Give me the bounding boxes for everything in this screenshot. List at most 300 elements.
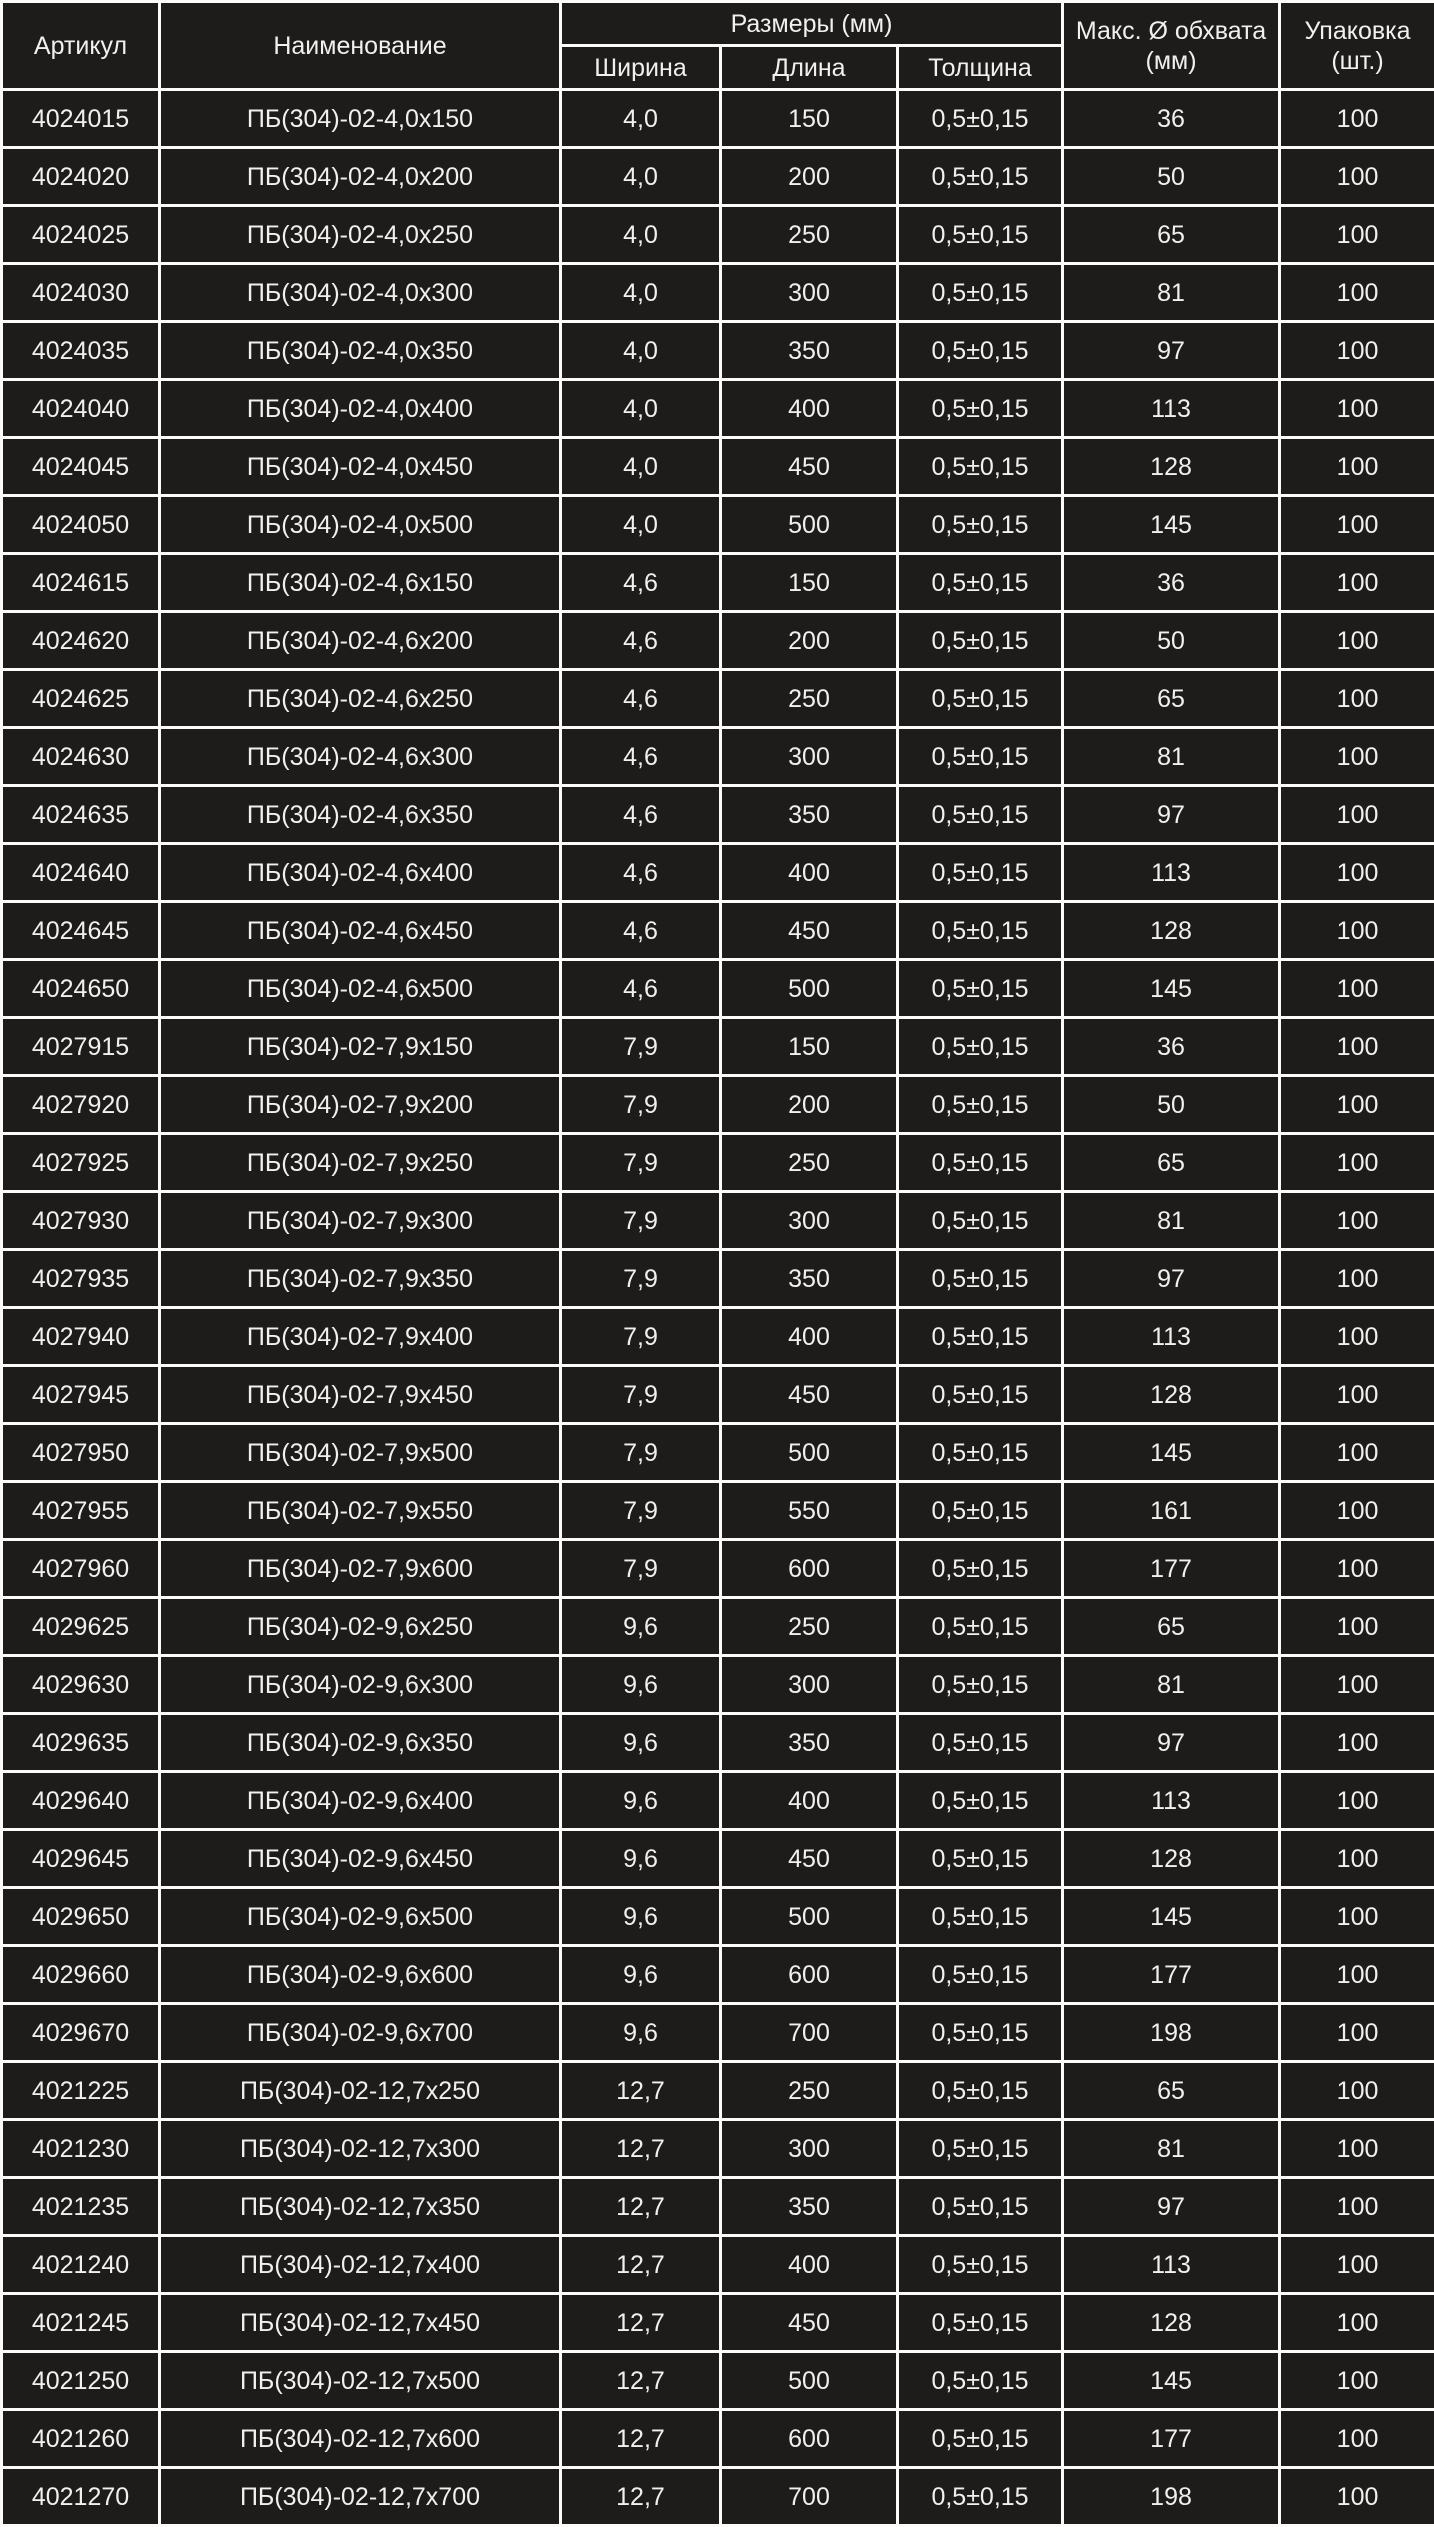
cell-article: 4021230 <box>2 2120 160 2178</box>
cell-max-girth: 198 <box>1063 2468 1280 2526</box>
cell-package: 100 <box>1280 554 1434 612</box>
cell-thickness: 0,5±0,15 <box>898 612 1063 670</box>
cell-name: ПБ(304)-02-7,9x250 <box>160 1134 561 1192</box>
cell-thickness: 0,5±0,15 <box>898 2294 1063 2352</box>
table-row <box>2 2410 1434 2468</box>
cell-thickness: 0,5±0,15 <box>898 786 1063 844</box>
cell-max-girth: 36 <box>1063 90 1280 148</box>
cell-width: 4,6 <box>561 902 721 960</box>
cell-width: 9,6 <box>561 2004 721 2062</box>
table-row <box>2 496 1434 554</box>
cell-length: 250 <box>721 206 898 264</box>
cell-max-girth: 97 <box>1063 322 1280 380</box>
cell-name: ПБ(304)-02-12,7x500 <box>160 2352 561 2410</box>
cell-article: 4024645 <box>2 902 160 960</box>
cell-article: 4027915 <box>2 1018 160 1076</box>
cell-max-girth: 36 <box>1063 1018 1280 1076</box>
cell-length: 350 <box>721 322 898 380</box>
cell-length: 400 <box>721 2236 898 2294</box>
cell-name: ПБ(304)-02-7,9x350 <box>160 1250 561 1308</box>
cell-name: ПБ(304)-02-4,0x300 <box>160 264 561 322</box>
table-row <box>2 1134 1434 1192</box>
cell-package: 100 <box>1280 2062 1434 2120</box>
cell-thickness: 0,5±0,15 <box>898 2004 1063 2062</box>
cell-thickness: 0,5±0,15 <box>898 1598 1063 1656</box>
cell-thickness: 0,5±0,15 <box>898 2062 1063 2120</box>
cell-thickness: 0,5±0,15 <box>898 1192 1063 1250</box>
table-row <box>2 902 1434 960</box>
table-row <box>2 1250 1434 1308</box>
table-row <box>2 728 1434 786</box>
cell-name: ПБ(304)-02-12,7x250 <box>160 2062 561 2120</box>
cell-max-girth: 177 <box>1063 2410 1280 2468</box>
cell-length: 700 <box>721 2468 898 2526</box>
table-row <box>2 322 1434 380</box>
cell-name: ПБ(304)-02-9,6x450 <box>160 1830 561 1888</box>
cell-length: 400 <box>721 1772 898 1830</box>
cell-length: 200 <box>721 1076 898 1134</box>
cell-package: 100 <box>1280 2004 1434 2062</box>
cell-width: 7,9 <box>561 1308 721 1366</box>
cell-package: 100 <box>1280 1482 1434 1540</box>
cell-name: ПБ(304)-02-4,0x200 <box>160 148 561 206</box>
cell-max-girth: 128 <box>1063 902 1280 960</box>
cell-article: 4027955 <box>2 1482 160 1540</box>
cell-article: 4021245 <box>2 2294 160 2352</box>
cell-max-girth: 36 <box>1063 554 1280 612</box>
cell-thickness: 0,5±0,15 <box>898 1134 1063 1192</box>
cell-thickness: 0,5±0,15 <box>898 1540 1063 1598</box>
cell-package: 100 <box>1280 728 1434 786</box>
table-row <box>2 380 1434 438</box>
cell-max-girth: 81 <box>1063 1656 1280 1714</box>
cell-package: 100 <box>1280 2410 1434 2468</box>
table-row <box>2 1772 1434 1830</box>
cell-name: ПБ(304)-02-4,6x200 <box>160 612 561 670</box>
cell-max-girth: 65 <box>1063 1134 1280 1192</box>
cell-width: 4,0 <box>561 206 721 264</box>
cell-thickness: 0,5±0,15 <box>898 1946 1063 2004</box>
cell-thickness: 0,5±0,15 <box>898 960 1063 1018</box>
cell-thickness: 0,5±0,15 <box>898 1772 1063 1830</box>
cell-package: 100 <box>1280 1540 1434 1598</box>
cell-max-girth: 198 <box>1063 2004 1280 2062</box>
cell-name: ПБ(304)-02-4,0x400 <box>160 380 561 438</box>
table-row <box>2 2178 1434 2236</box>
cell-article: 4029650 <box>2 1888 160 1946</box>
table-row <box>2 2294 1434 2352</box>
table-row <box>2 1714 1434 1772</box>
cell-article: 4021235 <box>2 2178 160 2236</box>
table-row <box>2 2120 1434 2178</box>
cell-length: 150 <box>721 90 898 148</box>
cell-package: 100 <box>1280 1656 1434 1714</box>
cell-article: 4021260 <box>2 2410 160 2468</box>
cell-length: 300 <box>721 264 898 322</box>
cell-length: 500 <box>721 1888 898 1946</box>
cell-width: 9,6 <box>561 1888 721 1946</box>
cell-name: ПБ(304)-02-9,6x250 <box>160 1598 561 1656</box>
cell-width: 7,9 <box>561 1018 721 1076</box>
cell-width: 4,6 <box>561 670 721 728</box>
cell-length: 250 <box>721 2062 898 2120</box>
cell-max-girth: 113 <box>1063 1772 1280 1830</box>
cell-max-girth: 145 <box>1063 960 1280 1018</box>
cell-name: ПБ(304)-02-9,6x700 <box>160 2004 561 2062</box>
cell-package: 100 <box>1280 1830 1434 1888</box>
cell-article: 4024045 <box>2 438 160 496</box>
cell-length: 350 <box>721 786 898 844</box>
cell-width: 4,6 <box>561 786 721 844</box>
cell-package: 100 <box>1280 1714 1434 1772</box>
cell-max-girth: 113 <box>1063 844 1280 902</box>
cell-article: 4027945 <box>2 1366 160 1424</box>
cell-length: 450 <box>721 902 898 960</box>
cell-package: 100 <box>1280 1018 1434 1076</box>
cell-thickness: 0,5±0,15 <box>898 1366 1063 1424</box>
cell-thickness: 0,5±0,15 <box>898 1888 1063 1946</box>
cell-article: 4027960 <box>2 1540 160 1598</box>
cell-thickness: 0,5±0,15 <box>898 148 1063 206</box>
cell-article: 4021240 <box>2 2236 160 2294</box>
cell-package: 100 <box>1280 2236 1434 2294</box>
cell-length: 250 <box>721 1598 898 1656</box>
cell-width: 7,9 <box>561 1192 721 1250</box>
cell-length: 500 <box>721 496 898 554</box>
cell-name: ПБ(304)-02-12,7x350 <box>160 2178 561 2236</box>
table-row <box>2 1018 1434 1076</box>
cell-package: 100 <box>1280 206 1434 264</box>
cell-name: ПБ(304)-02-9,6x300 <box>160 1656 561 1714</box>
cell-article: 4024040 <box>2 380 160 438</box>
cell-package: 100 <box>1280 264 1434 322</box>
table-row <box>2 844 1434 902</box>
table-row <box>2 1482 1434 1540</box>
cell-article: 4027920 <box>2 1076 160 1134</box>
cell-article: 4024650 <box>2 960 160 1018</box>
cell-width: 7,9 <box>561 1076 721 1134</box>
cell-width: 9,6 <box>561 1830 721 1888</box>
cell-name: ПБ(304)-02-4,6x300 <box>160 728 561 786</box>
cell-name: ПБ(304)-02-4,0x450 <box>160 438 561 496</box>
cell-name: ПБ(304)-02-9,6x600 <box>160 1946 561 2004</box>
cell-package: 100 <box>1280 1366 1434 1424</box>
cell-article: 4027930 <box>2 1192 160 1250</box>
col-header-name: Наименование <box>160 2 561 90</box>
cell-package: 100 <box>1280 2468 1434 2526</box>
cell-width: 9,6 <box>561 1772 721 1830</box>
cell-package: 100 <box>1280 1134 1434 1192</box>
cell-length: 450 <box>721 1366 898 1424</box>
table-row <box>2 1656 1434 1714</box>
cell-width: 4,6 <box>561 844 721 902</box>
cell-length: 200 <box>721 612 898 670</box>
cell-max-girth: 81 <box>1063 264 1280 322</box>
cell-length: 450 <box>721 2294 898 2352</box>
cell-name: ПБ(304)-02-12,7x400 <box>160 2236 561 2294</box>
cell-length: 300 <box>721 728 898 786</box>
cell-package: 100 <box>1280 2294 1434 2352</box>
cell-article: 4024025 <box>2 206 160 264</box>
cell-name: ПБ(304)-02-7,9x450 <box>160 1366 561 1424</box>
cell-package: 100 <box>1280 148 1434 206</box>
cell-name: ПБ(304)-02-7,9x550 <box>160 1482 561 1540</box>
cell-length: 600 <box>721 2410 898 2468</box>
col-header-package: Упаковка (шт.) <box>1280 2 1434 90</box>
cell-thickness: 0,5±0,15 <box>898 1018 1063 1076</box>
cell-width: 12,7 <box>561 2236 721 2294</box>
col-header-max-girth: Макс. Ø обхвата (мм) <box>1063 2 1280 90</box>
cell-thickness: 0,5±0,15 <box>898 2352 1063 2410</box>
cell-article: 4029640 <box>2 1772 160 1830</box>
cell-package: 100 <box>1280 1424 1434 1482</box>
cell-width: 4,6 <box>561 612 721 670</box>
cell-package: 100 <box>1280 844 1434 902</box>
cell-width: 4,6 <box>561 728 721 786</box>
cell-article: 4024035 <box>2 322 160 380</box>
cell-thickness: 0,5±0,15 <box>898 438 1063 496</box>
cell-article: 4024050 <box>2 496 160 554</box>
cell-max-girth: 177 <box>1063 1540 1280 1598</box>
table-row <box>2 148 1434 206</box>
cell-length: 250 <box>721 1134 898 1192</box>
cell-thickness: 0,5±0,15 <box>898 1250 1063 1308</box>
cell-thickness: 0,5±0,15 <box>898 1424 1063 1482</box>
cell-width: 7,9 <box>561 1366 721 1424</box>
cell-length: 400 <box>721 380 898 438</box>
table-row <box>2 264 1434 322</box>
cell-width: 12,7 <box>561 2352 721 2410</box>
cell-width: 4,0 <box>561 438 721 496</box>
cell-max-girth: 65 <box>1063 2062 1280 2120</box>
cell-max-girth: 97 <box>1063 2178 1280 2236</box>
table-row <box>2 1424 1434 1482</box>
cell-package: 100 <box>1280 2352 1434 2410</box>
table-row <box>2 612 1434 670</box>
cell-package: 100 <box>1280 1308 1434 1366</box>
cell-article: 4027925 <box>2 1134 160 1192</box>
cell-thickness: 0,5±0,15 <box>898 1482 1063 1540</box>
table-row <box>2 1598 1434 1656</box>
cell-name: ПБ(304)-02-7,9x500 <box>160 1424 561 1482</box>
table-row <box>2 1830 1434 1888</box>
cell-length: 200 <box>721 148 898 206</box>
cell-package: 100 <box>1280 1772 1434 1830</box>
cell-article: 4027940 <box>2 1308 160 1366</box>
cell-thickness: 0,5±0,15 <box>898 1656 1063 1714</box>
cell-name: ПБ(304)-02-4,6x150 <box>160 554 561 612</box>
cell-max-girth: 81 <box>1063 1192 1280 1250</box>
cell-package: 100 <box>1280 612 1434 670</box>
table-row <box>2 1540 1434 1598</box>
cell-name: ПБ(304)-02-12,7x450 <box>160 2294 561 2352</box>
cell-width: 4,6 <box>561 554 721 612</box>
cell-length: 500 <box>721 1424 898 1482</box>
cell-width: 7,9 <box>561 1134 721 1192</box>
table-row <box>2 1366 1434 1424</box>
cell-thickness: 0,5±0,15 <box>898 670 1063 728</box>
cell-name: ПБ(304)-02-4,6x450 <box>160 902 561 960</box>
cell-width: 4,0 <box>561 322 721 380</box>
table-row <box>2 1308 1434 1366</box>
cell-max-girth: 177 <box>1063 1946 1280 2004</box>
cell-max-girth: 50 <box>1063 1076 1280 1134</box>
cell-width: 9,6 <box>561 1714 721 1772</box>
cell-length: 700 <box>721 2004 898 2062</box>
cell-article: 4024630 <box>2 728 160 786</box>
table-row <box>2 670 1434 728</box>
cell-max-girth: 97 <box>1063 786 1280 844</box>
cell-length: 500 <box>721 2352 898 2410</box>
cell-length: 150 <box>721 554 898 612</box>
cell-article: 4021250 <box>2 2352 160 2410</box>
cell-width: 4,0 <box>561 380 721 438</box>
cell-width: 12,7 <box>561 2410 721 2468</box>
cell-length: 600 <box>721 1946 898 2004</box>
cell-package: 100 <box>1280 1946 1434 2004</box>
cell-thickness: 0,5±0,15 <box>898 264 1063 322</box>
cell-width: 12,7 <box>561 2294 721 2352</box>
table-header <box>2 2 1434 90</box>
cell-article: 4029625 <box>2 1598 160 1656</box>
table-row <box>2 90 1434 148</box>
cell-max-girth: 81 <box>1063 2120 1280 2178</box>
cell-package: 100 <box>1280 90 1434 148</box>
cell-width: 4,0 <box>561 264 721 322</box>
cell-name: ПБ(304)-02-4,6x400 <box>160 844 561 902</box>
cell-package: 100 <box>1280 1192 1434 1250</box>
cell-max-girth: 97 <box>1063 1250 1280 1308</box>
cell-thickness: 0,5±0,15 <box>898 380 1063 438</box>
cell-max-girth: 145 <box>1063 2352 1280 2410</box>
cell-max-girth: 128 <box>1063 438 1280 496</box>
cell-name: ПБ(304)-02-4,6x500 <box>160 960 561 1018</box>
cell-package: 100 <box>1280 902 1434 960</box>
cell-package: 100 <box>1280 2178 1434 2236</box>
cell-package: 100 <box>1280 438 1434 496</box>
table-row <box>2 1888 1434 1946</box>
cell-length: 300 <box>721 1192 898 1250</box>
cell-article: 4029670 <box>2 2004 160 2062</box>
cell-length: 250 <box>721 670 898 728</box>
cell-name: ПБ(304)-02-7,9x150 <box>160 1018 561 1076</box>
table-row <box>2 1192 1434 1250</box>
cell-name: ПБ(304)-02-4,6x250 <box>160 670 561 728</box>
cell-max-girth: 50 <box>1063 148 1280 206</box>
cell-thickness: 0,5±0,15 <box>898 2178 1063 2236</box>
cell-package: 100 <box>1280 960 1434 1018</box>
cell-length: 550 <box>721 1482 898 1540</box>
cell-article: 4029660 <box>2 1946 160 2004</box>
cell-thickness: 0,5±0,15 <box>898 902 1063 960</box>
col-header-width: Ширина <box>561 46 721 90</box>
cell-article: 4029635 <box>2 1714 160 1772</box>
table-body <box>2 90 1434 2526</box>
cell-max-girth: 113 <box>1063 380 1280 438</box>
cell-name: ПБ(304)-02-7,9x400 <box>160 1308 561 1366</box>
cell-package: 100 <box>1280 496 1434 554</box>
cell-package: 100 <box>1280 380 1434 438</box>
cell-length: 350 <box>721 1250 898 1308</box>
cell-max-girth: 65 <box>1063 1598 1280 1656</box>
cell-width: 7,9 <box>561 1482 721 1540</box>
cell-article: 4027950 <box>2 1424 160 1482</box>
cell-length: 300 <box>721 1656 898 1714</box>
cell-article: 4024640 <box>2 844 160 902</box>
cell-name: ПБ(304)-02-12,7x700 <box>160 2468 561 2526</box>
cell-width: 12,7 <box>561 2468 721 2526</box>
cell-length: 350 <box>721 1714 898 1772</box>
cell-thickness: 0,5±0,15 <box>898 2236 1063 2294</box>
cell-article: 4024625 <box>2 670 160 728</box>
cell-name: ПБ(304)-02-4,0x150 <box>160 90 561 148</box>
cell-width: 7,9 <box>561 1424 721 1482</box>
table-row <box>2 554 1434 612</box>
cell-length: 350 <box>721 2178 898 2236</box>
cell-width: 12,7 <box>561 2178 721 2236</box>
cell-width: 9,6 <box>561 1946 721 2004</box>
cell-name: ПБ(304)-02-9,6x500 <box>160 1888 561 1946</box>
cell-name: ПБ(304)-02-7,9x300 <box>160 1192 561 1250</box>
table-row <box>2 2004 1434 2062</box>
cell-thickness: 0,5±0,15 <box>898 90 1063 148</box>
cell-thickness: 0,5±0,15 <box>898 322 1063 380</box>
cell-thickness: 0,5±0,15 <box>898 1714 1063 1772</box>
cell-length: 500 <box>721 960 898 1018</box>
cell-name: ПБ(304)-02-12,7x300 <box>160 2120 561 2178</box>
cell-length: 450 <box>721 1830 898 1888</box>
cell-package: 100 <box>1280 322 1434 380</box>
cell-package: 100 <box>1280 670 1434 728</box>
cell-max-girth: 128 <box>1063 2294 1280 2352</box>
table-row <box>2 2062 1434 2120</box>
cell-max-girth: 65 <box>1063 206 1280 264</box>
cell-article: 4029645 <box>2 1830 160 1888</box>
table-row <box>2 2236 1434 2294</box>
cell-name: ПБ(304)-02-7,9x600 <box>160 1540 561 1598</box>
cell-package: 100 <box>1280 1888 1434 1946</box>
cell-width: 7,9 <box>561 1540 721 1598</box>
cell-length: 400 <box>721 844 898 902</box>
cell-max-girth: 97 <box>1063 1714 1280 1772</box>
cell-thickness: 0,5±0,15 <box>898 2468 1063 2526</box>
cell-name: ПБ(304)-02-4,0x500 <box>160 496 561 554</box>
cell-max-girth: 50 <box>1063 612 1280 670</box>
cell-length: 450 <box>721 438 898 496</box>
cell-max-girth: 145 <box>1063 496 1280 554</box>
cell-thickness: 0,5±0,15 <box>898 496 1063 554</box>
table-row <box>2 1076 1434 1134</box>
cell-thickness: 0,5±0,15 <box>898 1308 1063 1366</box>
header-row-top <box>2 2 1434 46</box>
cell-max-girth: 113 <box>1063 1308 1280 1366</box>
cell-width: 12,7 <box>561 2062 721 2120</box>
cell-name: ПБ(304)-02-9,6x400 <box>160 1772 561 1830</box>
cell-name: ПБ(304)-02-4,0x250 <box>160 206 561 264</box>
cell-package: 100 <box>1280 2120 1434 2178</box>
cell-length: 300 <box>721 2120 898 2178</box>
cell-thickness: 0,5±0,15 <box>898 1830 1063 1888</box>
cell-length: 150 <box>721 1018 898 1076</box>
cell-name: ПБ(304)-02-7,9x200 <box>160 1076 561 1134</box>
cell-article: 4021225 <box>2 2062 160 2120</box>
cell-width: 4,0 <box>561 90 721 148</box>
cell-article: 4024615 <box>2 554 160 612</box>
cell-width: 4,0 <box>561 496 721 554</box>
cell-width: 4,0 <box>561 148 721 206</box>
table-row <box>2 2468 1434 2526</box>
col-header-sizes-group: Размеры (мм) <box>561 2 1063 46</box>
